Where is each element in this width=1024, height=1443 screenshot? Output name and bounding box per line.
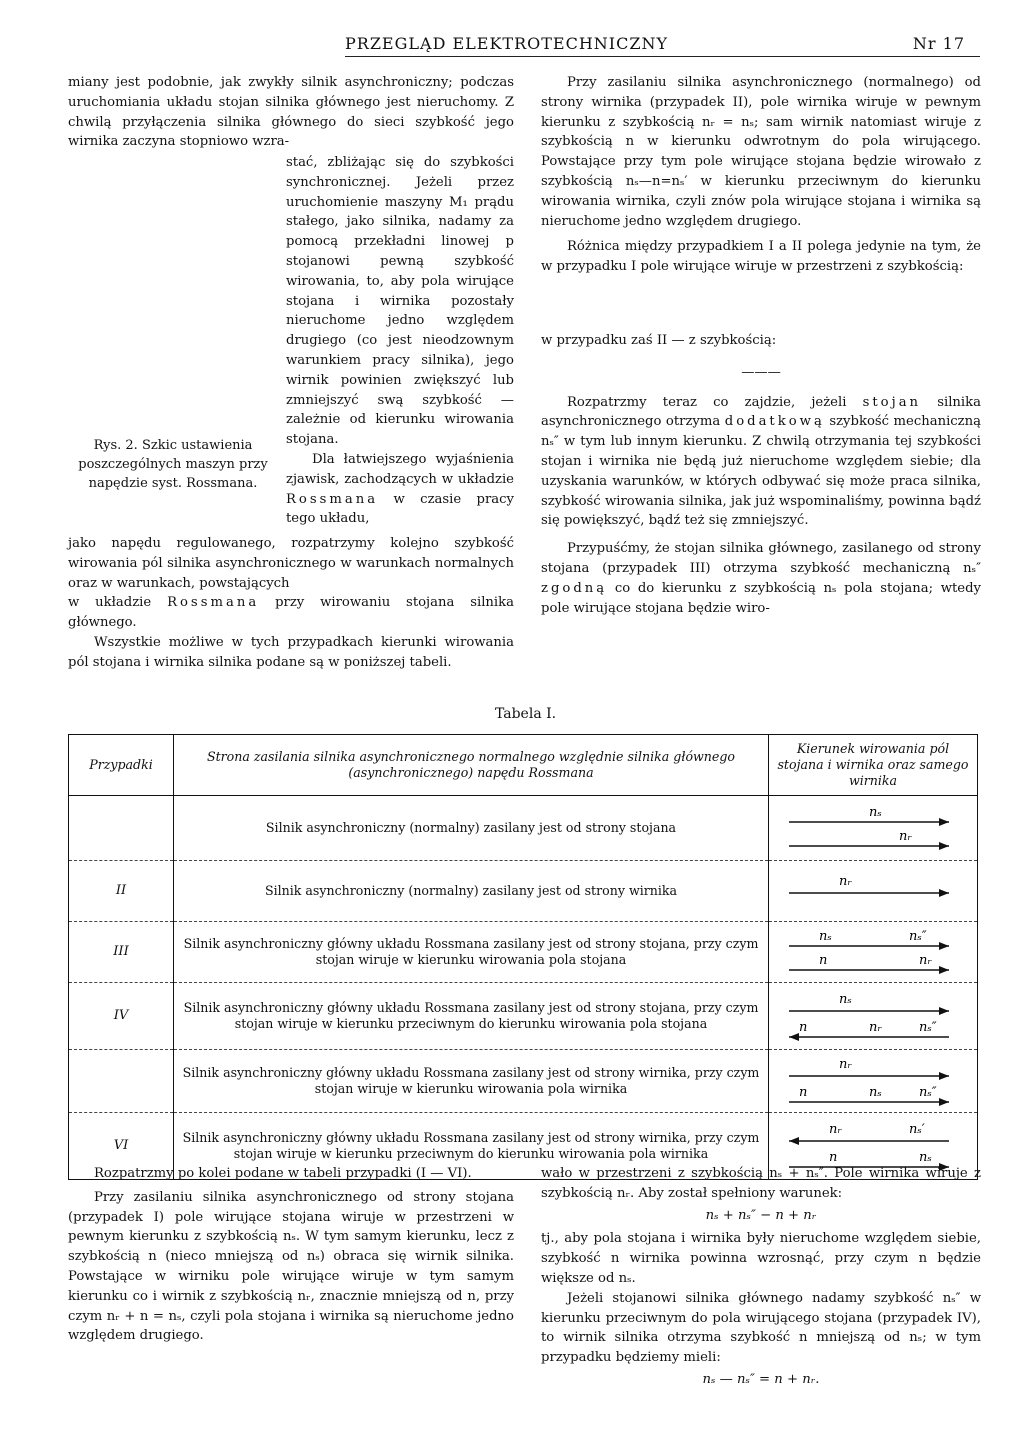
separator: ——— — [741, 364, 781, 380]
label-n: n — [819, 953, 828, 968]
bottom-left-text — [68, 1164, 514, 1346]
paragraph: Jeżeli stojanowi silnika głównego nadamy szybkość nₛ″ w kierunku przeciwnym do pola wirującego stojana (przypadek IV), to wirnik silnika otrzyma szybkość n mniejszą od nₛ; w tym przypadku będziemy mieli: — [541, 1290, 981, 1366]
paragraph: miany jest podobnie, jak zwykły silnik asynchroniczny; podczas uruchomiania układu stojan silnika głównego jest nieruchomy. Z chwilą przyłączenia silnika głównego do sieci szybkość jego wirnika zaczyna stopniowo wzra- — [68, 75, 514, 150]
equation: nₛ — nₛ″ = n + nᵣ. — [702, 1371, 820, 1387]
label-ns: nₛ — [869, 805, 882, 820]
label-nr: nᵣ — [839, 874, 852, 889]
label-ns: nₛ — [819, 929, 832, 944]
paragraph: jako napędu regulowanego, rozpatrzymy kolejno szybkość wirowania pól silnika asynchronicznego w warunkach normalnych oraz w warunkach, powstających — [68, 536, 514, 591]
label-nr: nᵣ — [899, 829, 912, 844]
label-nr: nᵣ — [829, 1122, 842, 1137]
left-text-bottom — [68, 534, 514, 673]
label-ns-dd: nₛ″ — [909, 929, 927, 944]
paragraph: Rozpatrzmy po kolei podane w tabeli przypadki (I — VI). — [94, 1166, 472, 1181]
paragraph: Wszystkie możliwe w tych przypadkach kierunki wirowania pól stojana i wirnika silnika podane są w poniższej tabeli. — [68, 634, 514, 670]
arrows-case-4 — [769, 983, 969, 1045]
direction-diagram — [769, 861, 978, 922]
bottom-right-text — [541, 1164, 981, 1390]
paragraph: Przy zasilaniu silnika asynchronicznego (normalnego) od strony wirnika (przypadek II), pole wirnika wiruje w pewnym kierunku z szybkością nᵣ = nₛ; sam wirnik natomiast wiruje z szybkością n w kierunku odwrotnym do pola wirującego. Powstające przy tym pole wirujące stojana będzie wirowało z szybkością nₛ—n=nₛ′ w kierunku przeciwnym do kierunku wirowania wirnika, czyli znów pola wirujące stojana i wirnika są nieruchome jedno względem drugiego. — [541, 75, 981, 229]
case-description: Silnik asynchroniczny (normalny) zasilany jest od strony wirnika — [174, 861, 769, 922]
case-label: II — [69, 861, 174, 922]
table-header-cases: Przypadki — [69, 735, 174, 796]
journal-title: PRZEGLĄD ELEKTROTECHNICZNY — [345, 34, 669, 53]
table-row — [69, 983, 978, 1050]
table-row — [69, 861, 978, 922]
page-number: Nr 17 — [912, 34, 965, 53]
arrows-case-3 — [769, 922, 969, 978]
paragraph: Przypuśćmy, że stojan silnika głównego, zasilanego od strony stojana (przypadek III) otrzyma szybkość mechaniczną nₛ″ zgodną co do kierunku z szybkością nₛ pola stojana; wtedy pole wirujące stojana będzie wiro- — [541, 541, 982, 616]
case-label: VI — [69, 1113, 174, 1180]
left-text-wrap — [286, 153, 514, 529]
label-ns: nₛ — [839, 992, 852, 1007]
case-description: Silnik asynchroniczny główny układu Rossmana zasilany jest od strony wirnika, przy czym stojan wiruje w kierunku przeciwnym do kierunku wirowania pola wirnika — [174, 1113, 769, 1180]
arrows-case-1 — [769, 796, 969, 856]
arrows-case-2 — [769, 861, 969, 917]
paragraph: stać, zbliżając się do szybkości synchronicznej. Jeżeli przez uruchomienie maszyny M₁ prądu stałego, jako silnika, nadamy za pomocą przekładni linowej p stojanowi pewną szybkość wirowania, to, aby pola wirujące stojana i wirnika pozostały nieruchome jedno względem drugiego (co jest nieodzownym warunkiem pracy silnika), jego wirnik powinien zwiększyć lub zmniejszyć swą szybkość — zależnie od kierunku wirowania stojana. — [286, 155, 514, 448]
paragraph: Dla łatwiejszego wyjaśnienia zjawisk, zachodzących w układzie Rossmana w czasie pracy tego układu, — [286, 451, 514, 527]
label-ns-d: nₛ′ — [909, 1122, 925, 1137]
equation: nₛ + nₛ″ − n + nᵣ — [705, 1207, 817, 1223]
paragraph: Przy zasilaniu silnika asynchronicznego od strony stojana (przypadek I) pole wirujące stojana wiruje w przestrzeni w pewnym kierunku z szybkością nₛ. W tym samym kierunku, lecz z szybkością n (nieco mniejszą od nₛ) obraca się wirnik silnika. Powstające w wirniku pole wirujące wiruje w tym samym kierunku co i wirnik z szybkością nᵣ, znacznie mniejszą od n, przy czym nᵣ + n = nₛ, czyli pola stojana i wirnika są nieruchome jedno względem drugiego. — [68, 1189, 514, 1344]
figure-caption: Rys. 2. Szkic ustawienia poszczególnych maszyn przy napędzie syst. Rossmana. — [78, 438, 268, 491]
paragraph: Rozpatrzmy teraz co zajdzie, jeżeli stojan silnika asynchronicznego otrzyma dodatkową szybkość mechaniczną nₛ″ w tym lub innym kierunku. Z chwilą otrzymania tej szybkości stojan i wirnika nie będą już nieruchome względem siebie; dla uzyskania warunków, w których odbywać się może praca silnika, szybkość wirowania silnika, jak już wspominaliśmy, powinna bądź się powiększyć, bądź też się zmniejszyć. — [541, 394, 981, 529]
arrows-case-5 — [769, 1050, 969, 1108]
case-label: IV — [69, 983, 174, 1050]
direction-table — [68, 734, 978, 1180]
case-description: Silnik asynchroniczny główny układu Rossmana zasilany jest od strony stojana, przy czym stojan wiruje w kierunku przeciwnym do kierunku wirowania pola stojana — [174, 983, 769, 1050]
label-nr: nᵣ — [919, 953, 932, 968]
label-n: n — [829, 1150, 838, 1165]
label-n: n — [799, 1085, 808, 1100]
case-description: Silnik asynchroniczny główny układu Rossmana zasilany jest od strony wirnika, przy czym stojan wiruje w kierunku wirowania pola wirnika — [174, 1050, 769, 1113]
label-ns-dd: nₛ″ — [919, 1020, 937, 1035]
label-nr: nᵣ — [869, 1020, 882, 1035]
case-label — [69, 1050, 174, 1113]
table-header-supply: Strona zasilania silnika asynchronicznego normalnego względnie silnika głównego (asynchronicznego) napędu Rossmana — [174, 735, 769, 796]
paragraph: w przypadku zaś II — z szybkością: — [541, 332, 777, 348]
paragraph: tj., aby pola stojana i wirnika były nieruchome względem siebie, szybkość n wirnika powinna wzrosnąć, przy czym n będzie większe od nₛ. — [541, 1231, 981, 1286]
right-text-top — [541, 73, 981, 618]
label-ns: nₛ — [869, 1085, 882, 1100]
table-header-direction: Kierunek wirowania pól stojana i wirnika oraz samego wirnika — [769, 735, 978, 796]
direction-diagram — [769, 922, 978, 983]
paragraph: Różnica między przypadkiem I a II polega jedynie na tym, że w przypadku I pole wirujące wiruje w przestrzeni z szybkością: — [541, 239, 981, 275]
label-ns: nₛ — [919, 1150, 932, 1165]
figure-area — [68, 190, 276, 440]
case-label: III — [69, 922, 174, 983]
table-row — [69, 1050, 978, 1113]
table-title: Tabela I. — [495, 706, 557, 722]
paragraph: wało w przestrzeni z szybkością nₛ + nₛ″. Pole wirnika wiruje z szybkością nᵣ. Aby został spełniony warunek: — [541, 1166, 981, 1201]
paragraph: w układzie Rossmana przy wirowaniu stojana silnika głównego. — [68, 595, 514, 631]
direction-diagram — [769, 796, 978, 861]
page-header — [345, 34, 965, 53]
label-ns-dd: nₛ″ — [919, 1085, 937, 1100]
direction-diagram — [769, 1050, 978, 1113]
case-description: Silnik asynchroniczny (normalny) zasilany jest od strony stojana — [174, 796, 769, 861]
case-label — [69, 796, 174, 861]
left-text-top — [68, 73, 514, 152]
header-rule — [345, 56, 980, 57]
table-row — [69, 796, 978, 861]
table-row — [69, 922, 978, 983]
direction-diagram — [769, 983, 978, 1050]
case-description: Silnik asynchroniczny główny układu Rossmana zasilany jest od strony stojana, przy czym stojan wiruje w kierunku wirowania pola stojana — [174, 922, 769, 983]
label-nr: nᵣ — [839, 1057, 852, 1072]
label-n: n — [799, 1020, 808, 1035]
